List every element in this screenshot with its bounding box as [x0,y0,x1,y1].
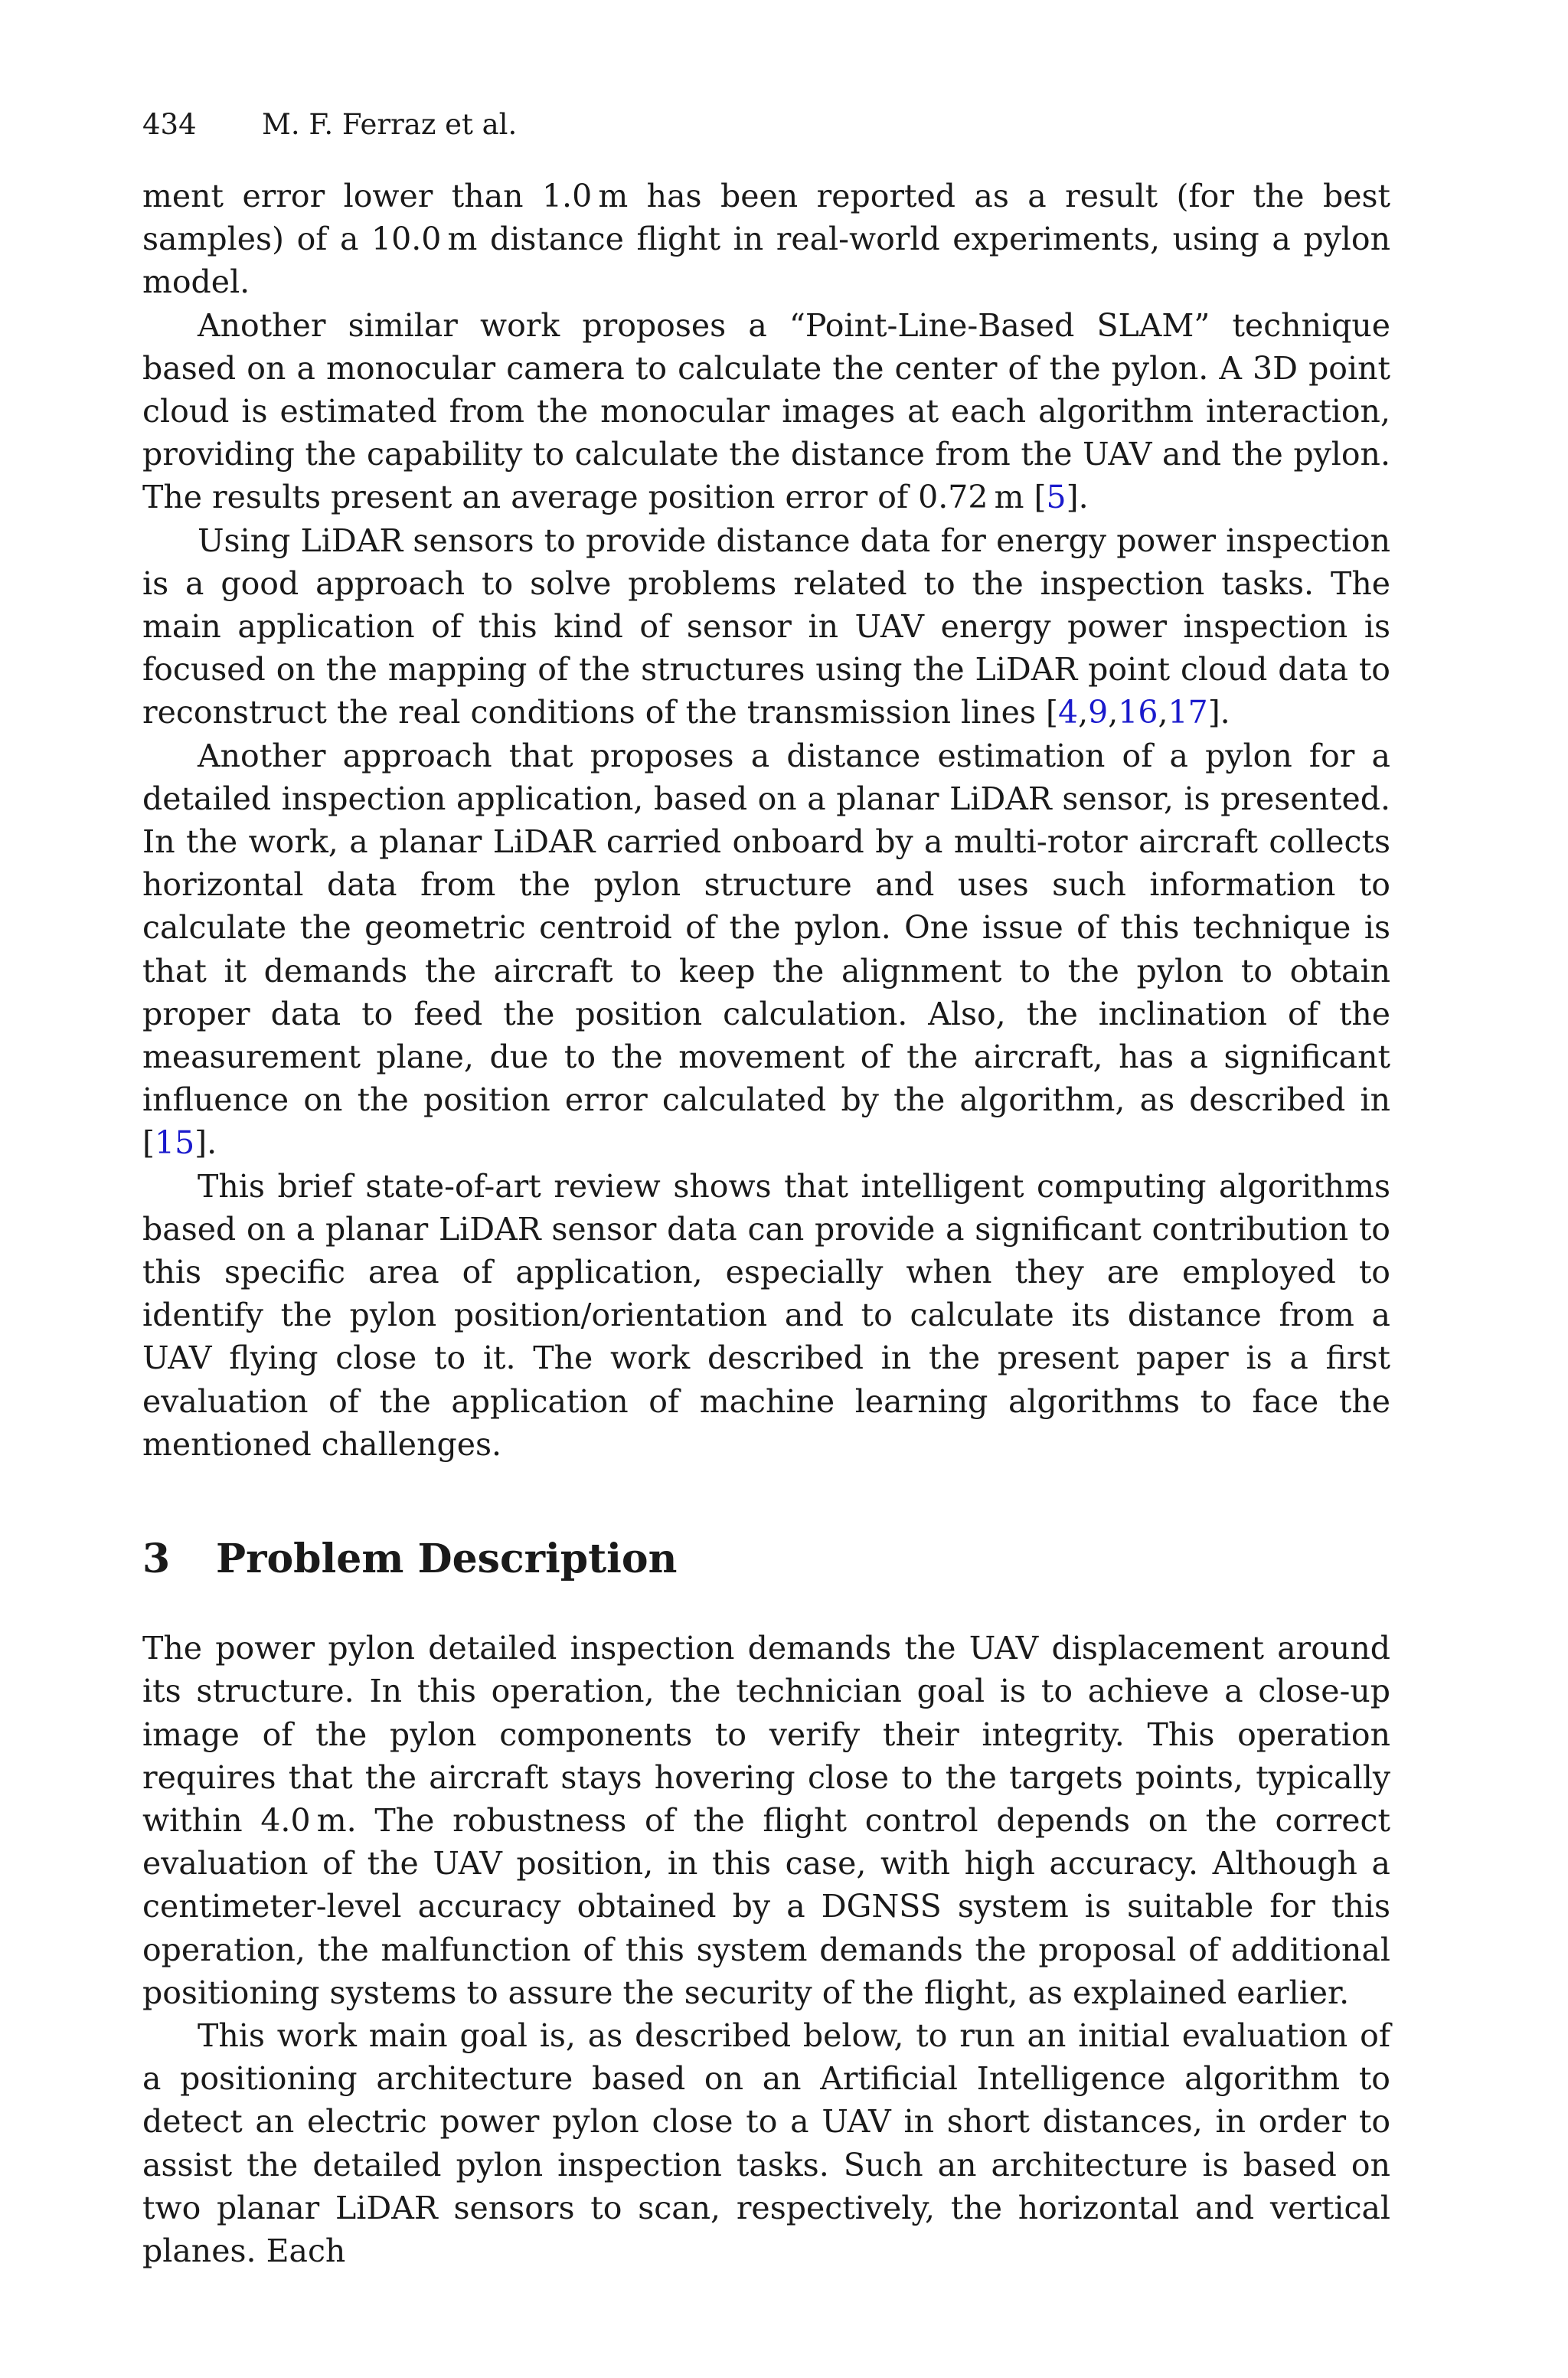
paragraph-text: ment error lower than 1.0 m has been reported as a result (for the best samples) of a 10.0 m distance flight in real-world experiments, using a pylon model. [142,178,1390,301]
paragraph-text: This brief state-of-art review shows that intelligent computing algorithms based on a planar LiDAR sensor data can provide a significant contribution to this specific area of application, especially when they are employed to identify the pylon position/orientation and to calculate its distance from a UAV flying close to it. The work described in the present paper is a first evaluation of the application of machine learning algorithms to face the mentioned challenges. [142,1167,1390,1463]
paragraph-text: The power pylon detailed inspection demands the UAV displacement around its structure. In this operation, the technician goal is to achieve a close-up image of the pylon components to verify their integrity. This operation requires that the aircraft stays hovering close to the targets points, typically within 4.0 m. The robustness of the flight control depends on the correct evaluation of the UAV position, in this case, with high accuracy. Although a centimeter-level accuracy obtained by a DGNSS system is suitable for this operation, the malfunction of this system demands the proposal of additional positioning systems to assure the security of the flight, as explained earlier. [142,1630,1390,2011]
paper-page [142,107,1390,2272]
citation-link[interactable]: 4 [1058,694,1079,731]
paragraph [142,519,1390,734]
citation-link[interactable]: 15 [155,1124,195,1162]
paragraph-text: Another similar work proposes a “Point-Line-Based SLAM” technique based on a monocular camera to calculate the center of the pylon. A 3D point cloud is estimated from the monocular images at each algorithm interaction, providing the capability to calculate the distance from the UAV and the pylon. The results present an average position error of 0.72 m [ [142,306,1390,516]
paragraph-text: , [1158,694,1168,731]
running-head [142,107,1390,142]
paragraph [142,1165,1390,1466]
section-number: 3 [142,1536,171,1583]
section-title: Problem Description [216,1536,678,1583]
paragraph-text: ]. [1207,694,1230,731]
citation-link[interactable]: 5 [1046,479,1067,516]
page-number: 434 [142,108,197,141]
paragraph-text: This work main goal is, as described below, to run an initial evaluation of a positioning architecture based on an Artificial Intelligence algorithm to detect an electric power pylon close to a UAV in short distances, in order to assist the detailed pylon inspection tasks. Such an architecture is based on two planar LiDAR sensors to scan, respectively, the horizontal and vertical planes. Each [142,2017,1390,2269]
section-heading [142,1535,1390,1584]
paragraph [142,304,1390,519]
paragraph-text: , [1108,694,1119,731]
citation-link[interactable]: 17 [1168,694,1208,731]
citation-link[interactable]: 16 [1118,694,1158,731]
paragraph [142,2014,1390,2272]
paragraph [142,1627,1390,2014]
paragraph-text: Another approach that proposes a distance estimation of a pylon for a detailed inspection application, based on a planar LiDAR sensor, is presented. In the work, a planar LiDAR carried onboard by a multi-rotor aircraft collects horizontal data from the pylon structure and uses such information to calculate the geometric centroid of the pylon. One issue of this technique is that it demands the aircraft to keep the alignment to the pylon to obtain proper data to feed the position calculation. Also, the inclination of the measurement plane, due to the movement of the aircraft, has a significant influence on the position error calculated by the algorithm, as described in [ [142,737,1390,1162]
paragraph-text: , [1078,694,1089,731]
running-head-authors: M. F. Ferraz et al. [262,108,518,141]
paragraph-text: ]. [1066,479,1089,516]
citation-link[interactable]: 9 [1088,694,1109,731]
paragraph-text: Using LiDAR sensors to provide distance data for energy power inspection is a good approach to solve problems related to the inspection tasks. The main application of this kind of sensor in UAV energy power inspection is focused on the mapping of the structures using the LiDAR point cloud data to reconstruct the real conditions of the transmission lines [ [142,522,1390,731]
paragraph [142,734,1390,1165]
paragraph [142,175,1390,304]
paragraph-text: ]. [194,1124,217,1162]
